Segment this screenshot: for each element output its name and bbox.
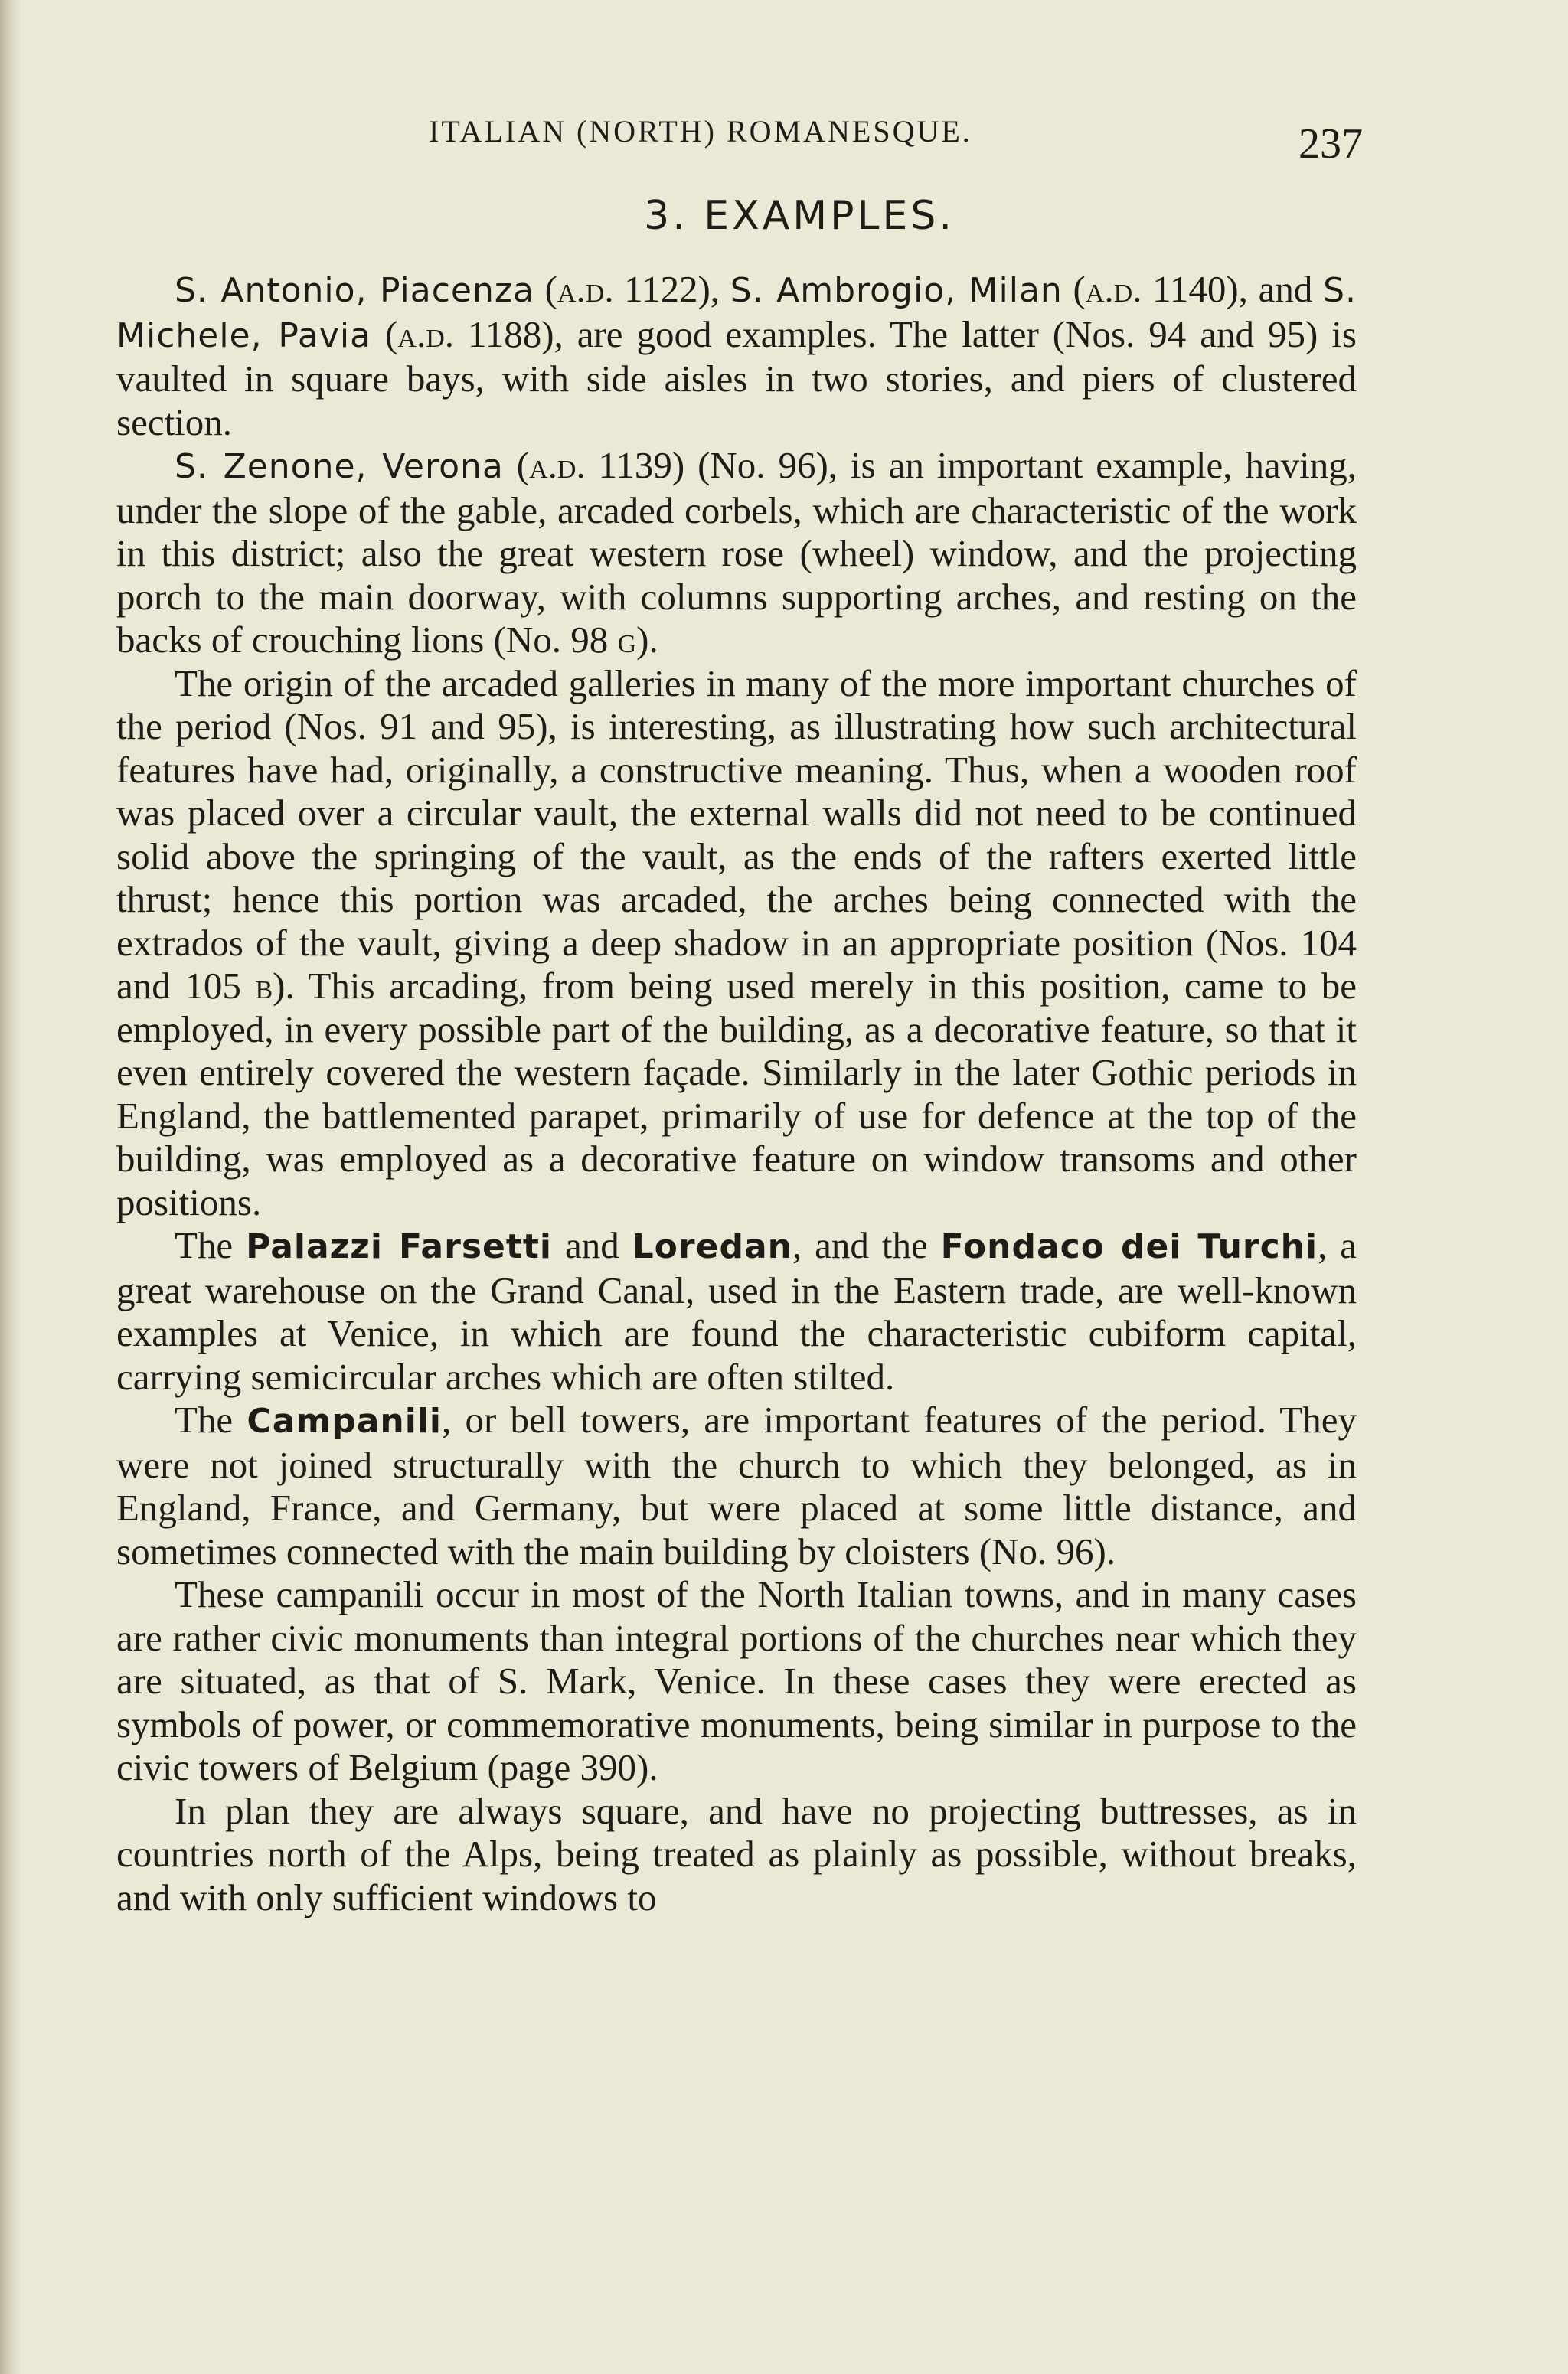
text-run: 1139) (No. 96), is an important example, having, under the slope of the gable, arcaded corbels, which are characteristic of the work in this district; also the great western rose (wheel) window, and the projecting porch to the main doorway, with columns supporting arches, and resting on the backs of crouching lions (No. 98 <box>116 444 1357 661</box>
era-abbrev: a.d. <box>529 444 586 486</box>
figure-letter: g <box>617 619 637 661</box>
paragraph-1 <box>116 268 1357 444</box>
text-run: ). This arcading, from being used merely in this position, came to be employed, in every possible part of the building, as a decorative feature, so that it even entirely covered the western façade. Similarly in the later Gothic periods in England, the battlemented parapet, primarily of use for defence at the top of the building, was employed as a decorative feature on window transoms and other positions. <box>116 965 1357 1223</box>
text-run: and <box>552 1224 632 1266</box>
paragraph-4 <box>116 1224 1357 1399</box>
page-number: 237 <box>1298 120 1363 168</box>
text-run: The <box>175 1224 247 1266</box>
text-run: 1140), and <box>1142 268 1324 310</box>
section-heading: 3. EXAMPLES. <box>644 193 955 239</box>
text-run: ( <box>503 444 530 486</box>
text-run: The origin of the arcaded galleries in many of the more important churches of the period (Nos. 91 and 95), is interesting, as illustrating how such architectural features have had, originally, a constructive meaning. Thus, when a wooden roof was placed over a circular vault, the external walls did not need to be continued solid above the springing of the vault, as the ends of the rafters exerted little thrust; hence this portion was arcaded, the arches being connected with the extrados of the vault, giving a deep shadow in an appropriate position (Nos. 104 and 105 <box>116 661 1357 1007</box>
paragraph-6: These campanili occur in most of the North Italian towns, and in many cases are rather civic monuments than integral portions of the churches near which they are situated, as that of S. Mark, Venice. In these cases they were erected as symbols of power, or commemorative monuments, being similar in purpose to the civic towers of Belgium (page 390). <box>116 1573 1357 1788</box>
place-name: S. Ambrogio, Milan <box>730 271 1063 310</box>
building-name: Campanili <box>247 1402 442 1441</box>
place-name: S. Antonio, Piacenza <box>175 271 534 310</box>
place-name: S. Michele, Pavia <box>116 271 1357 355</box>
paragraph-2 <box>116 444 1357 662</box>
text-run: ( <box>534 268 557 310</box>
figure-letter: b <box>255 965 273 1007</box>
building-name: Loredan <box>632 1227 792 1266</box>
running-head: ITALIAN (NORTH) ROMANESQUE. <box>429 114 972 149</box>
paragraph-7: In plan they are always square, and have no projecting buttresses, as in countries north of the Alps, being treated as plainly as possible, without breaks, and with only sufficient windows to <box>116 1789 1357 1918</box>
text-run: ). <box>636 619 658 661</box>
building-name: Palazzi Farsetti <box>246 1227 553 1266</box>
text-run: , a great warehouse on the Grand Canal, used in the Eastern trade, are well-known examples at Venice, in which are found the characteristic cubiform capital, carrying semicircular arches which are often stilted. <box>116 1224 1357 1398</box>
text-run: ( <box>1062 268 1086 310</box>
page-header <box>122 107 1363 176</box>
text-run: 1188), are good examples. The latter (Nos. 94 and 95) is vaulted in square bays, with side aisles in two stories, and piers of clustered section. <box>116 312 1357 443</box>
text-run: , and the <box>792 1224 941 1266</box>
era-abbrev: a.d. <box>557 268 614 310</box>
text-run: The <box>175 1399 247 1441</box>
paragraph-5 <box>116 1399 1357 1573</box>
page-edge-shadow <box>0 0 21 2374</box>
text-run: , or bell towers, are important features of the period. They were not joined structurally with the church to which they belonged, as in England, France, and Germany, but were placed at some little distance, and sometimes connected with the main building by cloisters (No. 96). <box>116 1399 1357 1572</box>
text-run: 1122), <box>613 268 730 310</box>
era-abbrev: a.d. <box>1085 268 1142 310</box>
era-abbrev: a.d. <box>397 312 455 355</box>
paragraph-3 <box>116 662 1357 1225</box>
place-name: S. Zenone, Verona <box>175 447 504 486</box>
text-run: ( <box>371 312 398 355</box>
building-name: Fondaco dei Turchi <box>940 1227 1318 1266</box>
body-text <box>116 268 1357 1919</box>
